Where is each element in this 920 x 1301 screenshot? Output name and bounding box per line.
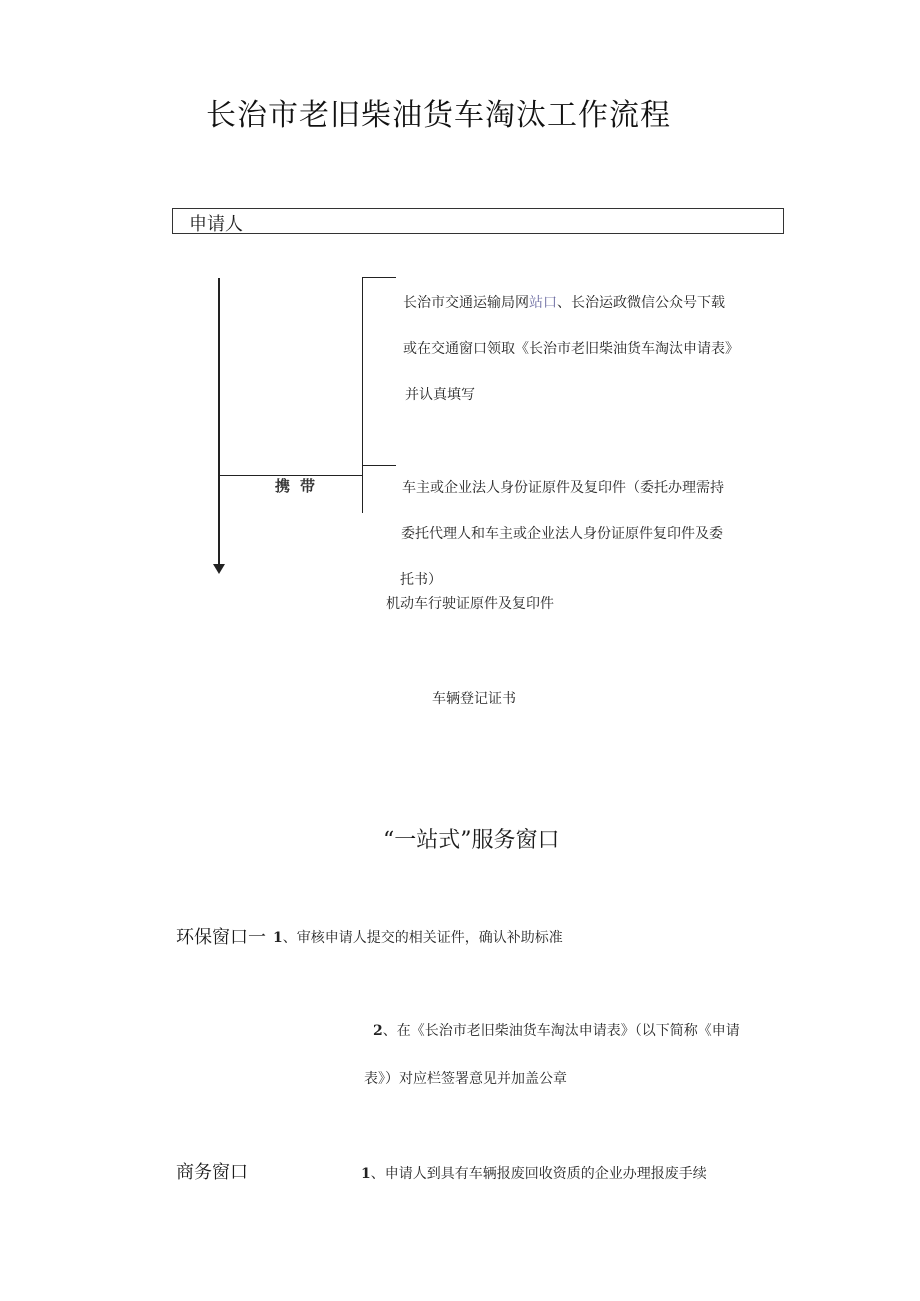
doc-id-line-1: 车主或企业法人身份证原件及复印件（委托办理需持 xyxy=(402,480,724,496)
env-step-2-line-2: 表》）对应栏签署意见并加盖公章 xyxy=(364,1071,567,1087)
env-step-2 xyxy=(373,1020,740,1040)
env-step-1-number: 1 xyxy=(273,930,283,946)
website-link[interactable]: 站口 xyxy=(529,295,557,311)
download-line-1 xyxy=(403,292,725,312)
bracket-vertical-line xyxy=(362,277,363,513)
doc-license: 机动车行驶证原件及复印件 xyxy=(386,596,554,612)
env-step-2-text: 、在《长治市老旧柴油货车淘汰申请表》（以下简称《申请 xyxy=(382,1023,740,1039)
env-window-label: 环保窗口一 xyxy=(176,927,266,948)
env-step-2-number: 2 xyxy=(373,1023,383,1039)
env-step-1 xyxy=(273,927,563,947)
carry-label: 携带 xyxy=(275,477,326,495)
commerce-window-label: 商务窗口 xyxy=(176,1162,248,1183)
download-line-1-suffix: 、长治运政微信公众号下载 xyxy=(557,295,725,311)
bracket-middle-tick xyxy=(362,465,396,466)
doc-registration: 车辆登记证书 xyxy=(432,691,516,707)
commerce-step-1 xyxy=(361,1163,707,1183)
page-title: 长治市老旧柴油货车淘汰工作流程 xyxy=(206,98,671,133)
download-line-1-prefix: 长治市交通运输局网 xyxy=(403,295,529,311)
commerce-step-1-number: 1 xyxy=(361,1166,371,1182)
one-stop-title: “一站式”服务窗口 xyxy=(383,828,560,853)
applicant-label: 申请人 xyxy=(189,214,243,235)
arrow-down-icon xyxy=(213,564,225,574)
doc-id-line-2: 委托代理人和车主或企业法人身份证原件复印件及委 xyxy=(401,526,723,542)
commerce-step-1-text: 、申请人到具有车辆报废回收资质的企业办理报废手续 xyxy=(370,1166,707,1182)
bracket-top-tick xyxy=(362,277,396,278)
main-vertical-line xyxy=(218,278,220,566)
env-step-1-text: 、审核申请人提交的相关证件，确认补助标准 xyxy=(282,930,563,946)
download-line-2: 或在交通窗口领取《长治市老旧柴油货车淘汰申请表》 xyxy=(403,341,739,357)
download-line-3: 并认真填写 xyxy=(405,387,475,403)
applicant-box xyxy=(172,208,784,234)
doc-id-line-3: 托书） xyxy=(400,572,442,588)
